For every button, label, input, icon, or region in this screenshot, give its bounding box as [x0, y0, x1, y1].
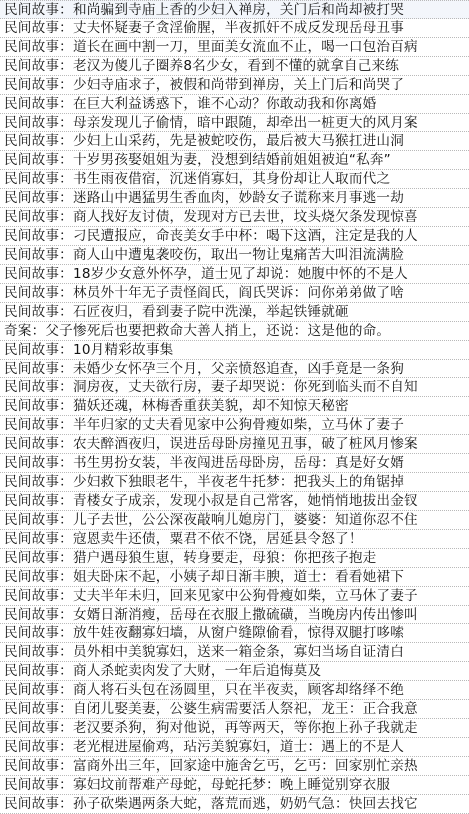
- list-item[interactable]: [0, 454, 469, 473]
- story-title[interactable]: 民间故事：母亲发现儿子偷情，暗中跟随，却牵出一桩更大的风月案: [4, 114, 418, 131]
- story-title[interactable]: 民间故事：书生男扮女装，半夜闯进岳母卧房，岳母：真是好女婿: [4, 455, 405, 472]
- list-item[interactable]: [0, 416, 469, 435]
- story-title[interactable]: 民间故事：书生雨夜借宿，沉迷俏寡妇，其身份却让人取而代之: [4, 171, 391, 188]
- story-title[interactable]: 民间故事：商人将石头包在汤圆里，只在半夜卖，顾客却络绎不绝: [4, 682, 405, 699]
- story-title[interactable]: 民间故事：道长在画中割一刀，里面美女流血不止，喝一口包治百病: [4, 38, 418, 55]
- story-title[interactable]: 民间故事：姐夫卧床不起，小姨子却日渐丰腴，道士：看看她裙下: [4, 568, 405, 585]
- list-item[interactable]: [0, 662, 469, 681]
- story-title[interactable]: 民间故事：商人找好友讨债，发现对方已去世，坟头烧欠条发现惊喜: [4, 209, 418, 226]
- story-title[interactable]: 民间故事：儿子去世，公公深夜敲响儿媳房门，婆婆：知道你忍不住: [4, 511, 418, 528]
- story-title[interactable]: 民间故事：青楼女子成亲，发现小叔是自己常客，她悄悄地拔出金钗: [4, 492, 418, 509]
- story-title[interactable]: 民间故事：孙子砍柴遇两条大蛇，落荒而逃，奶奶气急：快回去找它: [4, 795, 418, 812]
- story-title[interactable]: 民间故事：半年归家的丈夫看见家中公狗骨瘦如柴，立马休了妻子: [4, 417, 405, 434]
- story-title[interactable]: 奇案：父子惨死后也要把救命大善人捎上，还说：这是他的命。: [4, 322, 391, 339]
- story-title[interactable]: 民间故事：少妇寺庙求子，被假和尚带到禅房，关上门后和尚哭了: [4, 76, 405, 93]
- list-item[interactable]: [0, 132, 469, 151]
- story-title[interactable]: 民间故事：和尚骗到寺庙上香的少妇入禅房，关门后和尚却被打哭: [4, 2, 405, 18]
- list-item[interactable]: [0, 624, 469, 643]
- story-title[interactable]: 民间故事：林员外十年无子责怪阎氏，阎氏哭诉：问你弟弟做了啥: [4, 284, 405, 301]
- list-item[interactable]: [0, 38, 469, 57]
- story-title[interactable]: 民间故事：商人山中遭鬼袭咬伤，取出一物让鬼痛苦大叫泪流满脸: [4, 246, 405, 263]
- list-item[interactable]: [0, 757, 469, 776]
- list-item[interactable]: [0, 568, 469, 587]
- story-title[interactable]: 民间故事：刁民遭报应，命丧美女手中杯：喝下这酒，注定是我的人: [4, 228, 418, 245]
- story-title[interactable]: 民间故事：石匠夜归，看到妻子院中洗澡，举起铁锤就砸: [4, 303, 349, 320]
- story-title[interactable]: 民间故事：猫妖还魂，林梅香重获美貌，却不知惊天秘密: [4, 398, 349, 415]
- story-title[interactable]: 民间故事：女婿日渐消瘦，岳母在衣服上撒硫磺，当晚房内传出惨叫: [4, 606, 418, 623]
- list-item[interactable]: [0, 795, 469, 814]
- story-title[interactable]: 民间故事：少妇上山采药，先是被蛇咬伤，最后被大马猴扛进山洞: [4, 133, 405, 150]
- story-title[interactable]: 民间故事：放牛娃夜翻寡妇墙，从窗户缝隙偷看，惊得双腿打哆嗦: [4, 625, 405, 642]
- story-title[interactable]: 民间故事：未婚少女怀孕三个月，父亲愤怒追查，凶手竟是一条狗: [4, 360, 405, 377]
- list-item[interactable]: [0, 473, 469, 492]
- list-item[interactable]: [0, 341, 469, 360]
- story-title[interactable]: 民间故事：洞房夜，丈夫欲行房，妻子却哭说：你死到临头而不自知: [4, 379, 418, 396]
- story-title[interactable]: 民间故事：寡妇坟前帮难产母蛇，母蛇托梦：晚上睡觉别穿衣服: [4, 776, 391, 793]
- list-item[interactable]: [0, 360, 469, 379]
- list-item[interactable]: [0, 227, 469, 246]
- story-title[interactable]: 民间故事：十岁男孩娶姐姐为妻，没想到结婚前姐姐被迫“私奔”: [4, 152, 391, 169]
- list-item[interactable]: [0, 303, 469, 322]
- list-item[interactable]: [0, 606, 469, 625]
- story-title[interactable]: 民间故事：老光棍进屋偷鸡，玷污美貌寡妇，道士：遇上的不是人: [4, 738, 405, 755]
- list-item[interactable]: [0, 76, 469, 95]
- list-item[interactable]: [0, 246, 469, 265]
- list-item[interactable]: [0, 284, 469, 303]
- list-item[interactable]: [0, 151, 469, 170]
- list-item[interactable]: [0, 19, 469, 38]
- story-title[interactable]: 民间故事：员外相中美貌寡妇，送来一箱金条，寡妇当场自证清白: [4, 644, 405, 661]
- list-item[interactable]: [0, 511, 469, 530]
- list-item[interactable]: [0, 719, 469, 738]
- list-item[interactable]: [0, 378, 469, 397]
- story-title[interactable]: 民间故事：商人杀蛇卖肉发了大财，一年后追悔莫及: [4, 663, 322, 680]
- story-title[interactable]: 民间故事：迷路山中遇猛男生香血肉，妙龄女子谎称来月事逃一劫: [4, 190, 405, 207]
- story-title[interactable]: 民间故事：老汉为傻儿子圈养8名少女，看到不懂的就拿自己来练: [4, 57, 400, 74]
- story-title[interactable]: 民间故事：丈夫怀疑妻子贪淫偷腥，半夜抓奸不成反发现岳母丑事: [4, 19, 405, 36]
- list-item[interactable]: [0, 492, 469, 511]
- list-item[interactable]: [0, 587, 469, 606]
- list-item[interactable]: [0, 700, 469, 719]
- list-item[interactable]: [0, 208, 469, 227]
- story-title[interactable]: 民间故事：猎户遇母狼生崽，转身要走，母狼：你把孩子抱走: [4, 549, 377, 566]
- list-item[interactable]: [0, 265, 469, 284]
- list-item[interactable]: [0, 643, 469, 662]
- list-item[interactable]: [0, 189, 469, 208]
- list-item[interactable]: [0, 170, 469, 189]
- story-title[interactable]: 民间故事：农夫醉酒夜归，误进岳母卧房撞见丑事，破了桩风月惨案: [4, 436, 418, 453]
- list-item[interactable]: [0, 397, 469, 416]
- story-title[interactable]: 民间故事：在巨大利益诱惑下，谁不心动？你敢动我和你离婚: [4, 95, 377, 112]
- story-title[interactable]: 民间故事：10月精彩故事集: [4, 341, 174, 358]
- list-item[interactable]: [0, 549, 469, 568]
- list-item[interactable]: [0, 0, 469, 19]
- story-title[interactable]: 民间故事：自闭儿娶美妻，公婆生病需要活人祭祀，龙王：正合我意: [4, 701, 418, 718]
- story-title[interactable]: 民间故事：丈夫半年未归，回来见家中公狗骨瘦如柴，立马休了妻子: [4, 587, 418, 604]
- list-item[interactable]: [0, 530, 469, 549]
- list-item[interactable]: [0, 57, 469, 76]
- story-title[interactable]: 民间故事：少妇救下独眼老牛，半夜老牛托梦：把我头上的角锯掉: [4, 474, 405, 491]
- list-item[interactable]: [0, 681, 469, 700]
- list-item[interactable]: [0, 435, 469, 454]
- list-item[interactable]: [0, 114, 469, 133]
- story-title[interactable]: 民间故事：寇恩卖牛还债，粟君不依不饶，居延县令怒了！: [4, 530, 363, 547]
- list-item[interactable]: [0, 738, 469, 757]
- list-item[interactable]: [0, 95, 469, 114]
- story-title[interactable]: 民间故事：老汉要杀狗，狗对他说，再等两天，等你抱上孙子我就走: [4, 720, 418, 737]
- story-title[interactable]: 民间故事：18岁少女意外怀孕，道士见了却说：她腹中怀的不是人: [4, 265, 408, 282]
- story-title[interactable]: 民间故事：富商外出三年，回家途中施舍乞丐，乞丐：回家别忙亲热: [4, 757, 418, 774]
- list-item[interactable]: [0, 322, 469, 341]
